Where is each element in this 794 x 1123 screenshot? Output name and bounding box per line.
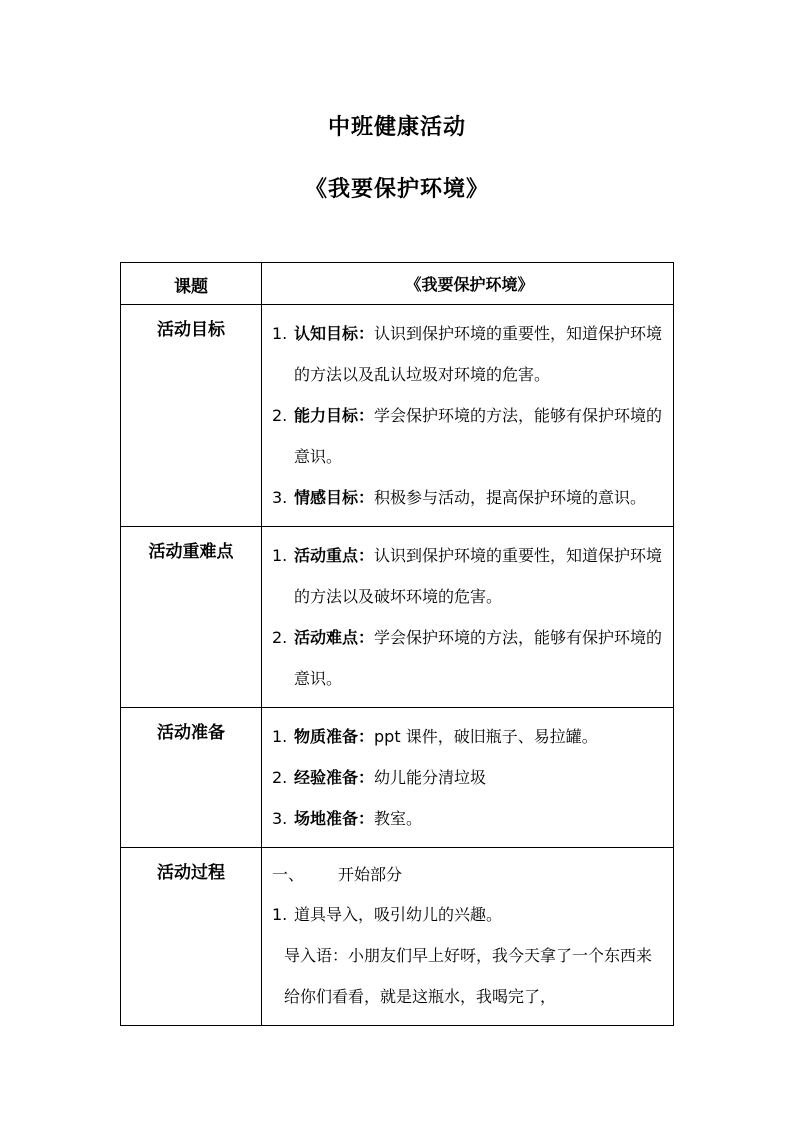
list-item: 3. 情感目标：积极参与活动，提高保护环境的意识。 — [272, 488, 647, 507]
list-item: 1. 活动重点：认识到保护环境的重要性，知道保护环境的方法以及破坏环境的危害。 — [272, 546, 663, 606]
table-row-goals — [121, 305, 674, 527]
keypoints-label: 活动重难点 — [121, 527, 262, 708]
list-item: 2. 活动难点：学会保护环境的方法，能够有保护环境的意识。 — [272, 628, 663, 688]
table-row-process — [121, 848, 674, 1026]
keypoints-content — [262, 527, 674, 708]
document-subtitle: 《我要保护环境》 — [304, 177, 489, 202]
table-row-topic — [121, 263, 674, 305]
list-item: 2. 经验准备：幼儿能分清垃圾 — [272, 768, 487, 787]
topic-value: 《我要保护环境》 — [262, 263, 674, 305]
process-content — [262, 848, 674, 1026]
list-item: 2. 能力目标：学会保护环境的方法，能够有保护环境的意识。 — [272, 406, 663, 466]
list-item: 1. 认知目标：认识到保护环境的重要性，知道保护环境的方法以及乱认垃圾对环境的危害。 — [272, 324, 663, 384]
prep-content — [262, 708, 674, 848]
list-item: 1. 道具导入，吸引幼儿的兴趣。 — [272, 905, 503, 924]
section-heading: 一、 开始部分 — [272, 865, 403, 884]
document-title: 中班健康活动 — [327, 115, 466, 140]
goals-content — [262, 305, 674, 527]
intro-speech: 导入语：小朋友们早上好呀，我今天拿了一个东西来给你们看看，就是这瓶水，我喝完了， — [284, 946, 653, 1006]
lesson-plan-table — [120, 262, 674, 1026]
table-row-keypoints — [121, 527, 674, 708]
list-item: 1. 物质准备：ppt 课件，破旧瓶子、易拉罐。 — [272, 727, 598, 746]
process-label: 活动过程 — [121, 848, 262, 1026]
goals-label: 活动目标 — [121, 305, 262, 527]
prep-label: 活动准备 — [121, 708, 262, 848]
table-row-prep — [121, 708, 674, 848]
list-item: 3. 场地准备：教室。 — [272, 809, 423, 828]
topic-label: 课题 — [121, 263, 262, 305]
